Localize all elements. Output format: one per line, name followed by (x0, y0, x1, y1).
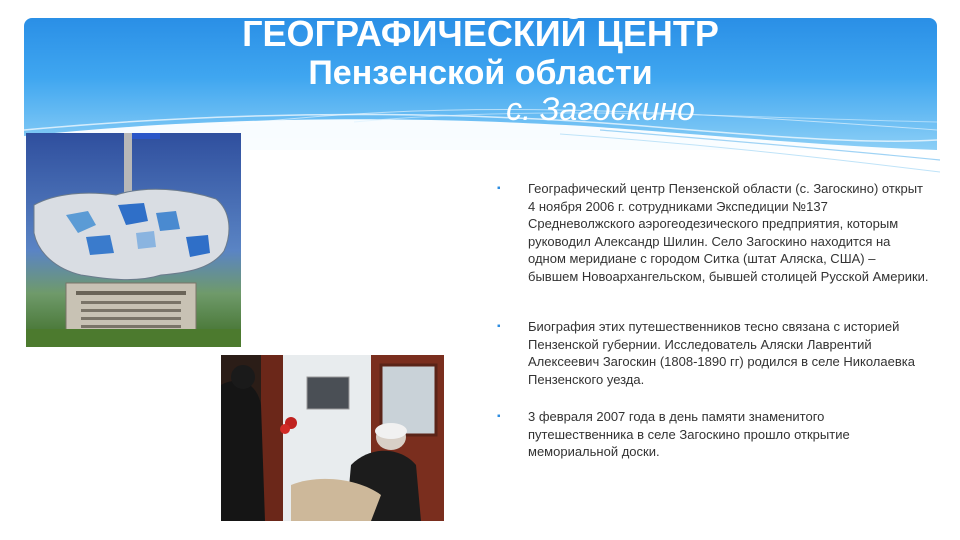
bullet-square-icon: ▪ (497, 411, 501, 422)
bullet-item-1 (497, 180, 929, 285)
bullet-item-2 (497, 318, 929, 388)
title-line-3: с. Загоскино (506, 91, 695, 128)
bullet-text-1: Географический центр Пензенской области (с. Загоскино) открыт 4 ноября 2006 г. сотрудниками Экспедиции №137 Средневолжского аэрогеодезического предприятия, которым руководил Александр Шилин. Село Загоскино находится на одном меридиане с городом Ситка (штат Аляска, США) – бывшем Новоархангельском, бывшей столицей Русской Америки. (528, 181, 929, 284)
bullet-square-icon: ▪ (497, 321, 501, 332)
bullet-item-3 (497, 408, 929, 461)
title-line-2: Пензенской области (308, 54, 653, 93)
title-line-1: ГЕОГРАФИЧЕСКИЙ ЦЕНТР (242, 13, 719, 54)
slide-title (24, 14, 937, 128)
bullet-text-3: 3 февраля 2007 года в день памяти знаменитого путешественника в селе Загоскино прошло открытие мемориальной доски. (528, 409, 850, 459)
bullet-text-2: Биография этих путешественников тесно связана с историей Пензенской губернии. Исследователь Аляски Лаврентий Алексеевич Загоскин (1808-1890 гг) родился в селе Николаевка Пензенского уезда. (528, 319, 915, 387)
bullet-list (497, 180, 929, 461)
plaque-opening-photo (221, 355, 444, 521)
monument-map-photo (26, 133, 241, 347)
bullet-square-icon: ▪ (497, 183, 501, 194)
